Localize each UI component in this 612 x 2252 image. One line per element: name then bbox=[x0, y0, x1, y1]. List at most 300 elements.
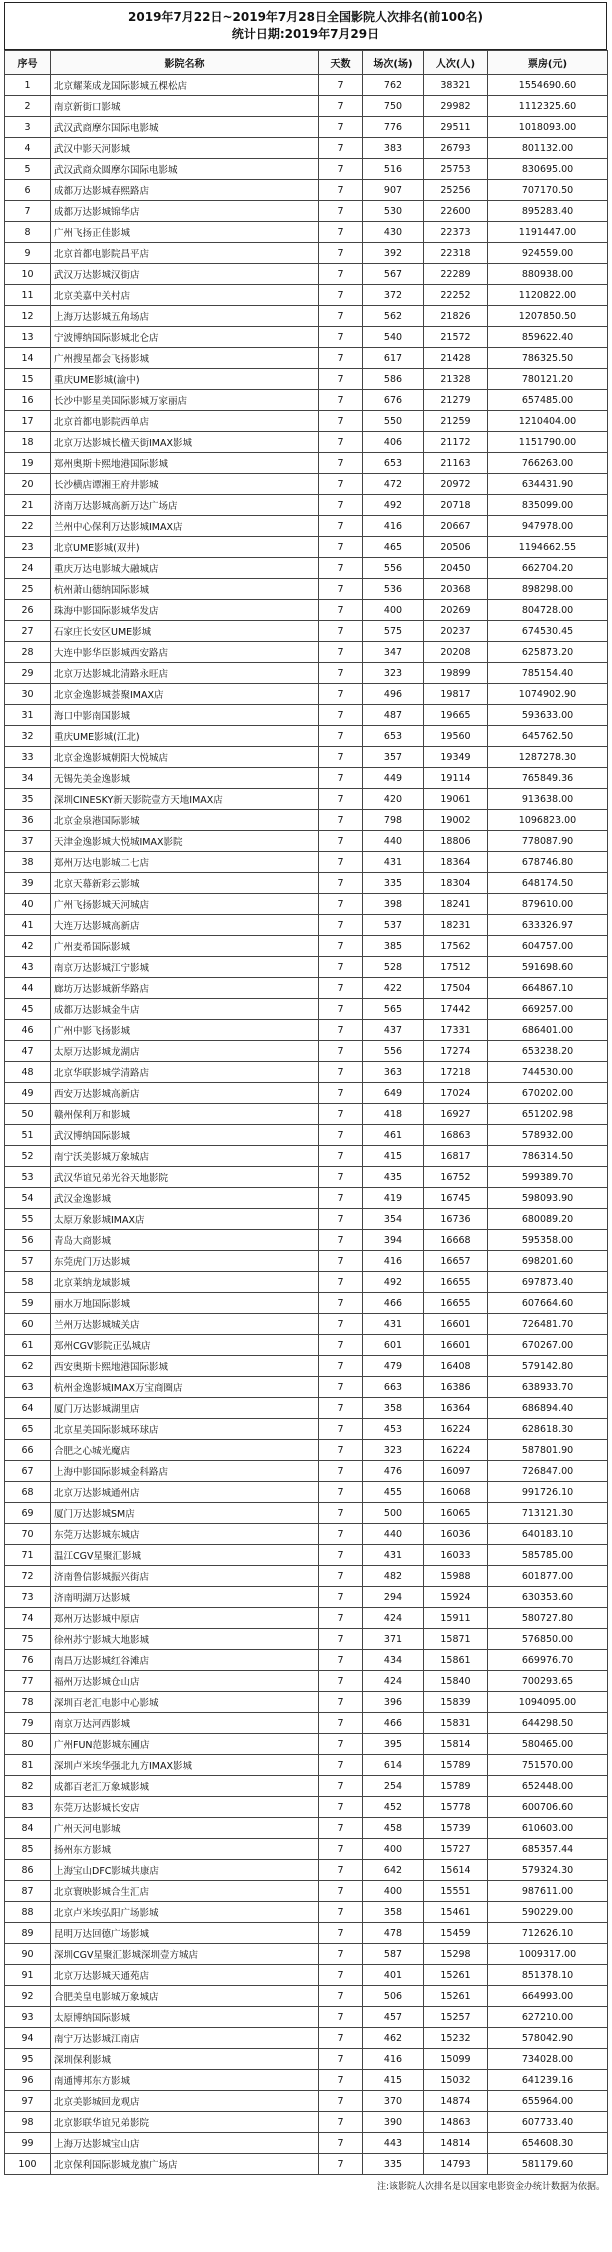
rank-cell: 42 bbox=[5, 936, 51, 957]
cinema-name-cell: 北京万达影城天通苑店 bbox=[51, 1965, 319, 1986]
table-row bbox=[5, 1944, 608, 1965]
box-office-cell: 580465.00 bbox=[488, 1734, 608, 1755]
cinema-name-cell: 兰州万达影城城关店 bbox=[51, 1314, 319, 1335]
cinema-name-cell: 北京首都电影院昌平店 bbox=[51, 243, 319, 264]
box-office-cell: 641239.16 bbox=[488, 2070, 608, 2091]
table-row bbox=[5, 1440, 608, 1461]
days-cell: 7 bbox=[319, 1944, 363, 1965]
cinema-name-cell: 济南万达影城高新万达广场店 bbox=[51, 495, 319, 516]
cinema-name-cell: 丽水万地国际影城 bbox=[51, 1293, 319, 1314]
cinema-name-cell: 无锡先美金逸影城 bbox=[51, 768, 319, 789]
shows-cell: 457 bbox=[363, 2007, 424, 2028]
days-cell: 7 bbox=[319, 579, 363, 600]
admissions-cell: 17512 bbox=[424, 957, 488, 978]
table-header-row bbox=[5, 51, 608, 75]
shows-cell: 431 bbox=[363, 1314, 424, 1335]
box-office-cell: 578042.90 bbox=[488, 2028, 608, 2049]
rank-cell: 88 bbox=[5, 1902, 51, 1923]
rank-cell: 12 bbox=[5, 306, 51, 327]
rank-cell: 51 bbox=[5, 1125, 51, 1146]
rank-cell: 82 bbox=[5, 1776, 51, 1797]
shows-cell: 347 bbox=[363, 642, 424, 663]
shows-cell: 487 bbox=[363, 705, 424, 726]
shows-cell: 676 bbox=[363, 390, 424, 411]
rank-cell: 2 bbox=[5, 96, 51, 117]
admissions-cell: 21163 bbox=[424, 453, 488, 474]
shows-cell: 431 bbox=[363, 852, 424, 873]
rank-cell: 53 bbox=[5, 1167, 51, 1188]
days-cell: 7 bbox=[319, 1671, 363, 1692]
shows-cell: 556 bbox=[363, 1041, 424, 1062]
rank-cell: 94 bbox=[5, 2028, 51, 2049]
table-row bbox=[5, 1083, 608, 1104]
days-cell: 7 bbox=[319, 873, 363, 894]
rank-cell: 6 bbox=[5, 180, 51, 201]
cinema-name-cell: 温江CGV星聚汇影城 bbox=[51, 1545, 319, 1566]
box-office-cell: 707170.50 bbox=[488, 180, 608, 201]
table-row bbox=[5, 1902, 608, 1923]
admissions-cell: 16408 bbox=[424, 1356, 488, 1377]
cinema-name-cell: 成都百老汇万象城影城 bbox=[51, 1776, 319, 1797]
shows-cell: 776 bbox=[363, 117, 424, 138]
table-row bbox=[5, 873, 608, 894]
table-row bbox=[5, 915, 608, 936]
cinema-name-cell: 兰州中心保利万达影城IMAX店 bbox=[51, 516, 319, 537]
rank-cell: 23 bbox=[5, 537, 51, 558]
shows-cell: 400 bbox=[363, 1881, 424, 1902]
admissions-cell: 14814 bbox=[424, 2133, 488, 2154]
shows-cell: 567 bbox=[363, 264, 424, 285]
admissions-cell: 17274 bbox=[424, 1041, 488, 1062]
cinema-name-cell: 东莞万达影城长安店 bbox=[51, 1797, 319, 1818]
box-office-cell: 653238.20 bbox=[488, 1041, 608, 1062]
rank-cell: 11 bbox=[5, 285, 51, 306]
rank-cell: 86 bbox=[5, 1860, 51, 1881]
admissions-cell: 20718 bbox=[424, 495, 488, 516]
days-cell: 7 bbox=[319, 999, 363, 1020]
table-row bbox=[5, 495, 608, 516]
cinema-name-cell: 青岛大商影城 bbox=[51, 1230, 319, 1251]
cinema-name-cell: 东莞虎门万达影城 bbox=[51, 1251, 319, 1272]
days-cell: 7 bbox=[319, 915, 363, 936]
admissions-cell: 15839 bbox=[424, 1692, 488, 1713]
days-cell: 7 bbox=[319, 810, 363, 831]
shows-cell: 254 bbox=[363, 1776, 424, 1797]
table-row bbox=[5, 1650, 608, 1671]
days-cell: 7 bbox=[319, 1062, 363, 1083]
rank-cell: 72 bbox=[5, 1566, 51, 1587]
table-row bbox=[5, 1188, 608, 1209]
admissions-cell: 25256 bbox=[424, 180, 488, 201]
shows-cell: 394 bbox=[363, 1230, 424, 1251]
days-cell: 7 bbox=[319, 1881, 363, 1902]
days-cell: 7 bbox=[319, 747, 363, 768]
shows-cell: 649 bbox=[363, 1083, 424, 1104]
admissions-cell: 21279 bbox=[424, 390, 488, 411]
footnote: 注:该影院人次排名是以国家电影资金办统计数据为依据。 bbox=[376, 2182, 605, 2192]
cinema-name-cell: 北京万达影城通州店 bbox=[51, 1482, 319, 1503]
admissions-cell: 15789 bbox=[424, 1776, 488, 1797]
days-cell: 7 bbox=[319, 1209, 363, 1230]
admissions-cell: 29982 bbox=[424, 96, 488, 117]
cinema-name-cell: 郑州万达电影城二七店 bbox=[51, 852, 319, 873]
cinema-name-cell: 南宁沃美影城万象城店 bbox=[51, 1146, 319, 1167]
cinema-name-cell: 合肥美皇电影城万象城店 bbox=[51, 1986, 319, 2007]
cinema-name-cell: 福州万达影城仓山店 bbox=[51, 1671, 319, 1692]
rank-cell: 96 bbox=[5, 2070, 51, 2091]
shows-cell: 400 bbox=[363, 1839, 424, 1860]
box-office-cell: 1074902.90 bbox=[488, 684, 608, 705]
table-row bbox=[5, 558, 608, 579]
rank-cell: 61 bbox=[5, 1335, 51, 1356]
table-row bbox=[5, 1713, 608, 1734]
rank-cell: 4 bbox=[5, 138, 51, 159]
cinema-name-cell: 上海宝山DFC影城共康店 bbox=[51, 1860, 319, 1881]
rank-cell: 63 bbox=[5, 1377, 51, 1398]
table-row bbox=[5, 453, 608, 474]
report-date: 统计日期:2019年7月29日 bbox=[231, 27, 380, 41]
admissions-cell: 16097 bbox=[424, 1461, 488, 1482]
admissions-cell: 15778 bbox=[424, 1797, 488, 1818]
shows-cell: 492 bbox=[363, 1272, 424, 1293]
shows-cell: 537 bbox=[363, 915, 424, 936]
cinema-name-cell: 武汉中影天河影城 bbox=[51, 138, 319, 159]
table-row bbox=[5, 768, 608, 789]
days-cell: 7 bbox=[319, 390, 363, 411]
table-row bbox=[5, 1776, 608, 1797]
rank-cell: 50 bbox=[5, 1104, 51, 1125]
rank-cell: 100 bbox=[5, 2154, 51, 2175]
header-shows: 场次(场) bbox=[363, 51, 424, 75]
table-row bbox=[5, 1881, 608, 1902]
cinema-name-cell: 宁波博纳国际影城北仑店 bbox=[51, 327, 319, 348]
table-row bbox=[5, 1860, 608, 1881]
days-cell: 7 bbox=[319, 2112, 363, 2133]
shows-cell: 440 bbox=[363, 1524, 424, 1545]
days-cell: 7 bbox=[319, 1020, 363, 1041]
shows-cell: 420 bbox=[363, 789, 424, 810]
rank-cell: 17 bbox=[5, 411, 51, 432]
box-office-cell: 590229.00 bbox=[488, 1902, 608, 1923]
shows-cell: 455 bbox=[363, 1482, 424, 1503]
shows-cell: 587 bbox=[363, 1944, 424, 1965]
box-office-cell: 801132.00 bbox=[488, 138, 608, 159]
rank-cell: 21 bbox=[5, 495, 51, 516]
admissions-cell: 15232 bbox=[424, 2028, 488, 2049]
cinema-name-cell: 广州FUN范影城东圃店 bbox=[51, 1734, 319, 1755]
days-cell: 7 bbox=[319, 1692, 363, 1713]
cinema-name-cell: 北京耀莱成龙国际影城五棵松店 bbox=[51, 75, 319, 96]
admissions-cell: 16364 bbox=[424, 1398, 488, 1419]
cinema-name-cell: 珠海中影国际影城华发店 bbox=[51, 600, 319, 621]
rank-cell: 92 bbox=[5, 1986, 51, 2007]
box-office-cell: 610603.00 bbox=[488, 1818, 608, 1839]
table-row bbox=[5, 1923, 608, 1944]
admissions-cell: 14874 bbox=[424, 2091, 488, 2112]
table-row bbox=[5, 1482, 608, 1503]
box-office-cell: 987611.00 bbox=[488, 1881, 608, 1902]
rank-cell: 30 bbox=[5, 684, 51, 705]
table-row bbox=[5, 663, 608, 684]
rank-cell: 10 bbox=[5, 264, 51, 285]
shows-cell: 416 bbox=[363, 516, 424, 537]
cinema-name-cell: 成都万达影城金牛店 bbox=[51, 999, 319, 1020]
admissions-cell: 15099 bbox=[424, 2049, 488, 2070]
admissions-cell: 16736 bbox=[424, 1209, 488, 1230]
rank-cell: 80 bbox=[5, 1734, 51, 1755]
report-title: 2019年7月22日~2019年7月28日全国影院人次排名(前100名) bbox=[128, 10, 483, 24]
cinema-name-cell: 大连万达影城高新店 bbox=[51, 915, 319, 936]
rank-cell: 85 bbox=[5, 1839, 51, 1860]
days-cell: 7 bbox=[319, 222, 363, 243]
table-row bbox=[5, 1818, 608, 1839]
box-office-cell: 1287278.30 bbox=[488, 747, 608, 768]
table-row bbox=[5, 1314, 608, 1335]
cinema-name-cell: 长沙横店谭湘王府井影城 bbox=[51, 474, 319, 495]
box-office-cell: 607664.60 bbox=[488, 1293, 608, 1314]
table-row bbox=[5, 1104, 608, 1125]
rank-cell: 39 bbox=[5, 873, 51, 894]
box-office-cell: 644298.50 bbox=[488, 1713, 608, 1734]
box-office-cell: 1094095.00 bbox=[488, 1692, 608, 1713]
admissions-cell: 38321 bbox=[424, 75, 488, 96]
box-office-cell: 1554690.60 bbox=[488, 75, 608, 96]
cinema-name-cell: 重庆UME影城(江北) bbox=[51, 726, 319, 747]
box-office-cell: 670267.00 bbox=[488, 1335, 608, 1356]
box-office-cell: 726847.00 bbox=[488, 1461, 608, 1482]
admissions-cell: 29511 bbox=[424, 117, 488, 138]
box-office-cell: 778087.90 bbox=[488, 831, 608, 852]
rank-cell: 25 bbox=[5, 579, 51, 600]
rank-cell: 78 bbox=[5, 1692, 51, 1713]
admissions-cell: 15261 bbox=[424, 1965, 488, 1986]
table-row bbox=[5, 1986, 608, 2007]
days-cell: 7 bbox=[319, 432, 363, 453]
cinema-name-cell: 武汉万达影城汉街店 bbox=[51, 264, 319, 285]
admissions-cell: 15840 bbox=[424, 1671, 488, 1692]
admissions-cell: 22318 bbox=[424, 243, 488, 264]
cinema-name-cell: 南昌万达影城红谷滩店 bbox=[51, 1650, 319, 1671]
rank-cell: 34 bbox=[5, 768, 51, 789]
admissions-cell: 20506 bbox=[424, 537, 488, 558]
rank-cell: 9 bbox=[5, 243, 51, 264]
box-office-cell: 879610.00 bbox=[488, 894, 608, 915]
admissions-cell: 18364 bbox=[424, 852, 488, 873]
rank-cell: 31 bbox=[5, 705, 51, 726]
admissions-cell: 16655 bbox=[424, 1272, 488, 1293]
rank-cell: 49 bbox=[5, 1083, 51, 1104]
admissions-cell: 18241 bbox=[424, 894, 488, 915]
rank-cell: 43 bbox=[5, 957, 51, 978]
days-cell: 7 bbox=[319, 1125, 363, 1146]
box-office-cell: 880938.00 bbox=[488, 264, 608, 285]
rank-cell: 37 bbox=[5, 831, 51, 852]
box-office-cell: 686401.00 bbox=[488, 1020, 608, 1041]
box-office-cell: 664867.10 bbox=[488, 978, 608, 999]
shows-cell: 586 bbox=[363, 369, 424, 390]
table-row bbox=[5, 1230, 608, 1251]
cinema-name-cell: 东莞万达影城东城店 bbox=[51, 1524, 319, 1545]
cinema-name-cell: 重庆UME影城(渝中) bbox=[51, 369, 319, 390]
table-row bbox=[5, 2049, 608, 2070]
rank-cell: 5 bbox=[5, 159, 51, 180]
days-cell: 7 bbox=[319, 1524, 363, 1545]
cinema-name-cell: 西安奥斯卡熙地港国际影城 bbox=[51, 1356, 319, 1377]
admissions-cell: 21328 bbox=[424, 369, 488, 390]
table-row bbox=[5, 2028, 608, 2049]
admissions-cell: 19560 bbox=[424, 726, 488, 747]
rank-cell: 95 bbox=[5, 2049, 51, 2070]
table-row bbox=[5, 1839, 608, 1860]
box-office-cell: 1120822.00 bbox=[488, 285, 608, 306]
box-office-cell: 895283.40 bbox=[488, 201, 608, 222]
shows-cell: 506 bbox=[363, 1986, 424, 2007]
table-row bbox=[5, 810, 608, 831]
shows-cell: 443 bbox=[363, 2133, 424, 2154]
cinema-name-cell: 北京卢米埃弘阳广场影城 bbox=[51, 1902, 319, 1923]
cinema-name-cell: 郑州CGV影院正弘城店 bbox=[51, 1335, 319, 1356]
table-row bbox=[5, 1251, 608, 1272]
admissions-cell: 18806 bbox=[424, 831, 488, 852]
admissions-cell: 16752 bbox=[424, 1167, 488, 1188]
box-office-cell: 576850.00 bbox=[488, 1629, 608, 1650]
box-office-cell: 765849.36 bbox=[488, 768, 608, 789]
box-office-cell: 657485.00 bbox=[488, 390, 608, 411]
admissions-cell: 19899 bbox=[424, 663, 488, 684]
shows-cell: 472 bbox=[363, 474, 424, 495]
box-office-cell: 652448.00 bbox=[488, 1776, 608, 1797]
days-cell: 7 bbox=[319, 1503, 363, 1524]
table-row bbox=[5, 1041, 608, 1062]
days-cell: 7 bbox=[319, 348, 363, 369]
table-row bbox=[5, 1293, 608, 1314]
admissions-cell: 20208 bbox=[424, 642, 488, 663]
rank-cell: 8 bbox=[5, 222, 51, 243]
shows-cell: 530 bbox=[363, 201, 424, 222]
days-cell: 7 bbox=[319, 663, 363, 684]
table-row bbox=[5, 1209, 608, 1230]
cinema-name-cell: 南京万达河西影城 bbox=[51, 1713, 319, 1734]
days-cell: 7 bbox=[319, 117, 363, 138]
days-cell: 7 bbox=[319, 243, 363, 264]
shows-cell: 335 bbox=[363, 2154, 424, 2175]
box-office-cell: 607733.40 bbox=[488, 2112, 608, 2133]
box-office-cell: 669257.00 bbox=[488, 999, 608, 1020]
table-row bbox=[5, 705, 608, 726]
box-office-cell: 633326.97 bbox=[488, 915, 608, 936]
admissions-cell: 16668 bbox=[424, 1230, 488, 1251]
rank-cell: 81 bbox=[5, 1755, 51, 1776]
days-cell: 7 bbox=[319, 2028, 363, 2049]
cinema-name-cell: 杭州金逸影城IMAX万宝商圈店 bbox=[51, 1377, 319, 1398]
admissions-cell: 17024 bbox=[424, 1083, 488, 1104]
table-row bbox=[5, 894, 608, 915]
rank-cell: 84 bbox=[5, 1818, 51, 1839]
table-row bbox=[5, 957, 608, 978]
days-cell: 7 bbox=[319, 1230, 363, 1251]
shows-cell: 400 bbox=[363, 600, 424, 621]
rank-cell: 47 bbox=[5, 1041, 51, 1062]
table-row bbox=[5, 243, 608, 264]
box-office-cell: 593633.00 bbox=[488, 705, 608, 726]
table-row bbox=[5, 96, 608, 117]
table-row bbox=[5, 537, 608, 558]
table-row bbox=[5, 348, 608, 369]
admissions-cell: 26793 bbox=[424, 138, 488, 159]
rank-cell: 77 bbox=[5, 1671, 51, 1692]
shows-cell: 358 bbox=[363, 1902, 424, 1923]
cinema-name-cell: 北京万达影城长楹天街IMAX影城 bbox=[51, 432, 319, 453]
days-cell: 7 bbox=[319, 1776, 363, 1797]
box-office-cell: 726481.70 bbox=[488, 1314, 608, 1335]
box-office-cell: 734028.00 bbox=[488, 2049, 608, 2070]
days-cell: 7 bbox=[319, 1356, 363, 1377]
box-office-cell: 674530.45 bbox=[488, 621, 608, 642]
table-row bbox=[5, 222, 608, 243]
table-row bbox=[5, 1797, 608, 1818]
shows-cell: 528 bbox=[363, 957, 424, 978]
shows-cell: 416 bbox=[363, 2049, 424, 2070]
rank-cell: 41 bbox=[5, 915, 51, 936]
box-office-cell: 669976.70 bbox=[488, 1650, 608, 1671]
shows-cell: 398 bbox=[363, 894, 424, 915]
cinema-name-cell: 北京美嘉中关村店 bbox=[51, 285, 319, 306]
days-cell: 7 bbox=[319, 1818, 363, 1839]
box-office-cell: 662704.20 bbox=[488, 558, 608, 579]
box-office-cell: 654608.30 bbox=[488, 2133, 608, 2154]
header-box-office: 票房(元) bbox=[488, 51, 608, 75]
admissions-cell: 19114 bbox=[424, 768, 488, 789]
cinema-name-cell: 合肥之心城光魔店 bbox=[51, 1440, 319, 1461]
days-cell: 7 bbox=[319, 474, 363, 495]
box-office-cell: 638933.70 bbox=[488, 1377, 608, 1398]
shows-cell: 371 bbox=[363, 1629, 424, 1650]
admissions-cell: 16068 bbox=[424, 1482, 488, 1503]
rank-cell: 76 bbox=[5, 1650, 51, 1671]
cinema-name-cell: 海口中影南国影城 bbox=[51, 705, 319, 726]
days-cell: 7 bbox=[319, 1566, 363, 1587]
admissions-cell: 15032 bbox=[424, 2070, 488, 2091]
box-office-cell: 579324.30 bbox=[488, 1860, 608, 1881]
rank-cell: 26 bbox=[5, 600, 51, 621]
shows-cell: 401 bbox=[363, 1965, 424, 1986]
admissions-cell: 16065 bbox=[424, 1503, 488, 1524]
admissions-cell: 16386 bbox=[424, 1377, 488, 1398]
admissions-cell: 18231 bbox=[424, 915, 488, 936]
box-office-cell: 786325.50 bbox=[488, 348, 608, 369]
box-office-cell: 785154.40 bbox=[488, 663, 608, 684]
rank-cell: 68 bbox=[5, 1482, 51, 1503]
admissions-cell: 15298 bbox=[424, 1944, 488, 1965]
box-office-cell: 579142.80 bbox=[488, 1356, 608, 1377]
table-row bbox=[5, 1461, 608, 1482]
box-office-cell: 578932.00 bbox=[488, 1125, 608, 1146]
admissions-cell: 15861 bbox=[424, 1650, 488, 1671]
shows-cell: 416 bbox=[363, 1251, 424, 1272]
rank-cell: 28 bbox=[5, 642, 51, 663]
days-cell: 7 bbox=[319, 1314, 363, 1335]
days-cell: 7 bbox=[319, 2070, 363, 2091]
admissions-cell: 22252 bbox=[424, 285, 488, 306]
rank-cell: 15 bbox=[5, 369, 51, 390]
shows-cell: 434 bbox=[363, 1650, 424, 1671]
admissions-cell: 21428 bbox=[424, 348, 488, 369]
box-office-cell: 830695.00 bbox=[488, 159, 608, 180]
box-office-cell: 634431.90 bbox=[488, 474, 608, 495]
cinema-name-cell: 成都万达影城春熙路店 bbox=[51, 180, 319, 201]
days-cell: 7 bbox=[319, 369, 363, 390]
admissions-cell: 15911 bbox=[424, 1608, 488, 1629]
